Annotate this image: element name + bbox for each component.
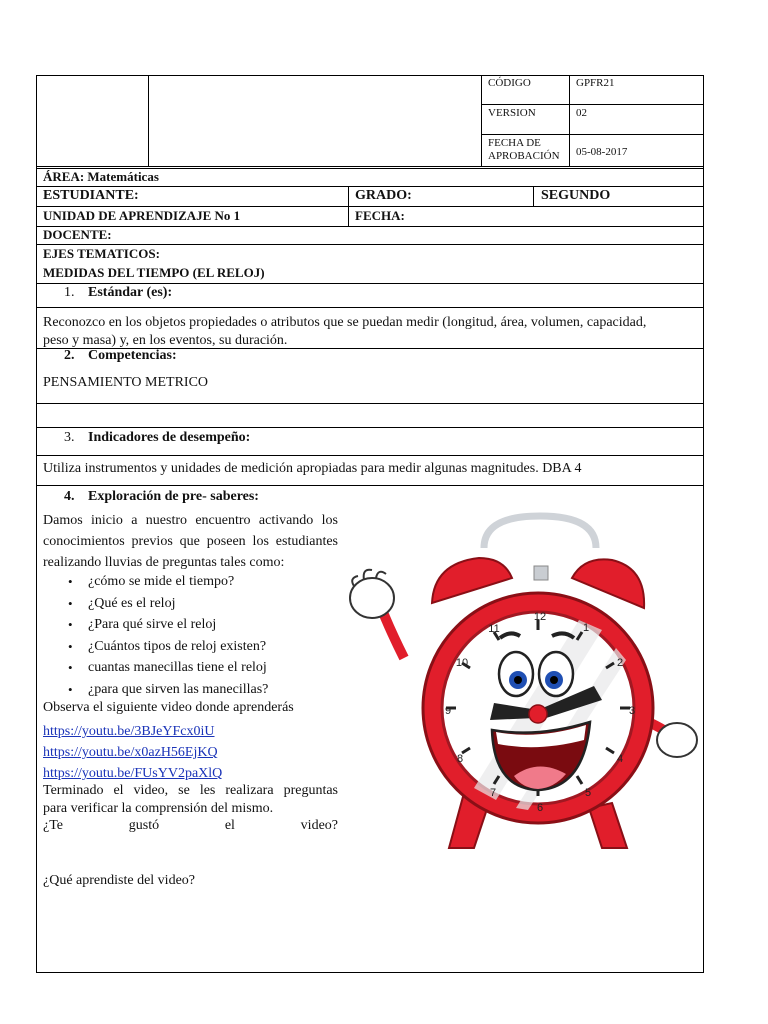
left-glove xyxy=(350,578,394,618)
clock-number: 8 xyxy=(456,753,464,765)
section4-title: Exploración de pre- saberes: xyxy=(88,489,259,504)
section3-body: Utiliza instrumentos y unidades de medición apropiadas para medir algunas magnitudes. DBA 4 xyxy=(43,461,582,476)
frame-top-border xyxy=(36,75,704,76)
section1-body-line: Reconozco en los objetos propiedades o atributos que se puedan medir (longitud, área, volumen, capacidad, xyxy=(43,315,647,330)
unidad-field: UNIDAD DE APRENDIZAJE No 1 xyxy=(43,208,241,223)
alarm-clock-illustration xyxy=(344,508,704,856)
row-line xyxy=(36,186,704,187)
row-line xyxy=(36,283,704,284)
header-bottom-line xyxy=(36,166,704,167)
section3-title: Indicadores de desempeño: xyxy=(88,430,251,445)
ejes-value: MEDIDAS DEL TIEMPO (EL RELOJ) xyxy=(43,265,265,280)
questions-list xyxy=(43,571,343,700)
frame-bottom-border xyxy=(36,972,704,973)
codigo-value: GPFR21 xyxy=(576,77,615,89)
list-item: • ¿Cuántos tipos de reloj existen? xyxy=(43,636,343,658)
section1-number: 1. xyxy=(64,285,75,300)
row-line xyxy=(36,403,704,404)
docente-field: DOCENTE: xyxy=(43,227,112,242)
ejes-label: EJES TEMATICOS: xyxy=(43,246,160,261)
header-logo-divider xyxy=(148,75,149,167)
clock-number: 7 xyxy=(489,787,497,799)
clock-number: 11 xyxy=(488,623,500,635)
left-bell xyxy=(432,558,512,603)
clock-number: 1 xyxy=(582,622,590,634)
section1-body xyxy=(43,314,699,350)
section2-title: Competencias: xyxy=(88,348,177,363)
clock-number: 5 xyxy=(584,787,592,799)
header-row-line xyxy=(481,134,703,135)
after-line: para verificar la comprensión del mismo. xyxy=(43,801,274,816)
list-item: • ¿para que sirven las manecillas? xyxy=(43,679,343,701)
question-gusto: ¿Te gustó el video? xyxy=(43,818,338,833)
section1-body-line: peso y masa) y, en los eventos, su duración. xyxy=(43,333,288,348)
after-line: Terminado el video, se les realizara preguntas xyxy=(43,783,338,798)
intro-line: conocimientos previos que poseen los estudiantes xyxy=(43,534,338,549)
row-line xyxy=(36,427,704,428)
header-row-line xyxy=(481,104,703,105)
version-label: VERSION xyxy=(488,107,536,119)
clock-number: 3 xyxy=(628,705,636,717)
row-line xyxy=(36,455,704,456)
list-item: • ¿cómo se mide el tiempo? xyxy=(43,571,343,593)
video-link-1[interactable]: https://youtu.be/3BJeYFcx0iU xyxy=(43,724,215,739)
grado-value: SEGUNDO xyxy=(541,188,611,203)
clock-number: 9 xyxy=(444,705,452,717)
version-value: 02 xyxy=(576,107,587,119)
intro-line: Damos inicio a nuestro encuentro activando los xyxy=(43,513,338,528)
clock-knob xyxy=(534,566,548,580)
area-field: ÁREA: Matemáticas xyxy=(43,169,159,184)
grado-label: GRADO: xyxy=(355,188,412,203)
video-link-3[interactable]: https://youtu.be/FUsYV2paXlQ xyxy=(43,766,223,781)
question-aprendiste: ¿Qué aprendiste del video? xyxy=(43,873,195,888)
clock-number: 2 xyxy=(616,657,624,669)
list-item: • ¿Para qué sirve el reloj xyxy=(43,614,343,636)
codigo-label: CÓDIGO xyxy=(488,77,531,89)
section2-number: 2. xyxy=(64,348,75,363)
after-video-text xyxy=(43,782,338,818)
section3-number: 3. xyxy=(64,430,75,445)
video-prompt: Observa el siguiente video donde aprenderás xyxy=(43,700,294,715)
clock-number: 10 xyxy=(455,657,469,669)
clock-nose xyxy=(529,705,547,723)
section1-title: Estándar (es): xyxy=(88,285,173,300)
section2-body: PENSAMIENTO METRICO xyxy=(43,375,209,390)
clock-number: 6 xyxy=(536,802,544,814)
right-pupil-center xyxy=(550,676,558,684)
clock-number: 12 xyxy=(533,611,547,623)
clock-number: 4 xyxy=(616,753,624,765)
fecha-aprobacion-value: 05-08-2017 xyxy=(576,146,628,158)
video-link-2[interactable]: https://youtu.be/x0azH56EjKQ xyxy=(43,745,218,760)
header-meta-divider xyxy=(481,75,482,167)
col-divider xyxy=(533,186,534,206)
section4-intro xyxy=(43,510,338,573)
list-item: • cuantas manecillas tiene el reloj xyxy=(43,657,343,679)
header-meta-value-divider xyxy=(569,75,570,167)
intro-line: realizando lluvias de preguntas tales como: xyxy=(43,555,285,570)
list-item: • ¿Qué es el reloj xyxy=(43,593,343,615)
row-line xyxy=(36,206,704,207)
row-line xyxy=(36,226,704,227)
clock-handle xyxy=(484,516,596,548)
fecha-aprobacion-label xyxy=(488,137,560,163)
frame-left-border xyxy=(36,75,37,973)
row-line xyxy=(36,244,704,245)
row-line xyxy=(36,307,704,308)
estudiante-field: ESTUDIANTE: xyxy=(43,188,139,203)
fecha-label-line: FECHA DE xyxy=(488,137,541,149)
fecha-field: FECHA: xyxy=(355,208,405,223)
row-line xyxy=(36,485,704,486)
video-links xyxy=(43,721,222,784)
left-pupil-center xyxy=(514,676,522,684)
section4-number: 4. xyxy=(64,489,75,504)
fecha-label-line: APROBACIÓN xyxy=(488,150,560,162)
right-glove xyxy=(657,723,697,757)
